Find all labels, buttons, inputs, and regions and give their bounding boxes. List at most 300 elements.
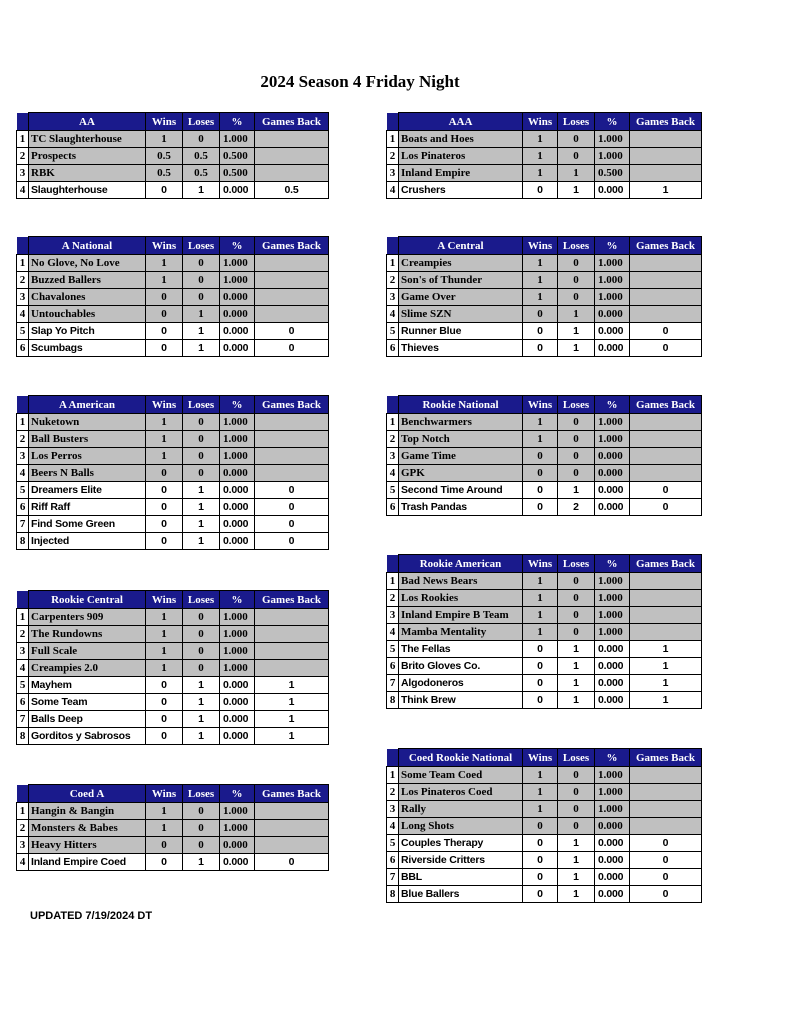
loses-cell: 1 [183, 482, 220, 499]
table-header-row [17, 237, 329, 255]
loses-cell: 1 [558, 886, 595, 903]
rank-cell: 7 [387, 869, 399, 886]
team-name-cell: Riverside Critters [399, 852, 523, 869]
pct-cell: 0.000 [595, 323, 630, 340]
team-name-cell: Inland Empire B Team [399, 607, 523, 624]
wins-cell: 0 [146, 182, 183, 199]
team-name-cell: Dreamers Elite [29, 482, 146, 499]
pct-cell: 0.000 [595, 448, 630, 465]
table-row [17, 820, 329, 837]
pct-cell: 1.000 [595, 801, 630, 818]
team-name-cell: Boats and Hoes [399, 131, 523, 148]
table-header-row [17, 785, 329, 803]
pct-cell: 1.000 [595, 414, 630, 431]
table-row [387, 852, 702, 869]
pct-cell: 0.500 [220, 165, 255, 182]
loses-cell: 0 [183, 820, 220, 837]
division-name-header: Coed A [29, 785, 146, 803]
pct-cell: 0.000 [220, 340, 255, 357]
wins-cell: 1 [523, 624, 558, 641]
games-back-cell [630, 431, 702, 448]
division-table-rookie-american [386, 554, 702, 709]
team-name-cell: Find Some Green [29, 516, 146, 533]
wins-cell: 0 [146, 854, 183, 871]
table-row [17, 448, 329, 465]
table-row [387, 767, 702, 784]
wins-cell: 1 [523, 767, 558, 784]
loses-cell: 0 [183, 289, 220, 306]
division-table-a-american [16, 395, 329, 550]
loses-cell: 1 [558, 323, 595, 340]
team-name-cell: Trash Pandas [399, 499, 523, 516]
team-name-cell: Algodoneros [399, 675, 523, 692]
table-row [17, 414, 329, 431]
games-back-cell: 1 [255, 694, 329, 711]
table-row [387, 289, 702, 306]
team-name-cell: Gorditos y Sabrosos [29, 728, 146, 745]
wins-cell: 0 [523, 641, 558, 658]
loses-cell: 0 [183, 272, 220, 289]
team-name-cell: Thieves [399, 340, 523, 357]
games-back-cell: 0 [630, 323, 702, 340]
loses-header: Loses [558, 396, 595, 414]
wins-cell: 0 [146, 340, 183, 357]
pct-cell: 1.000 [595, 131, 630, 148]
table-row [17, 148, 329, 165]
division-table-a-national [16, 236, 329, 357]
pct-cell: 0.000 [595, 692, 630, 709]
team-name-cell: Benchwarmers [399, 414, 523, 431]
rank-cell: 5 [387, 641, 399, 658]
team-name-cell: Long Shots [399, 818, 523, 835]
pct-cell: 0.000 [595, 499, 630, 516]
rank-cell: 4 [17, 660, 29, 677]
loses-cell: 0 [558, 448, 595, 465]
games-back-cell [630, 165, 702, 182]
rank-cell: 4 [17, 306, 29, 323]
table-row [17, 626, 329, 643]
team-name-cell: GPK [399, 465, 523, 482]
rank-cell: 3 [17, 448, 29, 465]
loses-cell: 0 [558, 465, 595, 482]
loses-cell: 0 [558, 784, 595, 801]
pct-cell: 1.000 [220, 626, 255, 643]
team-name-cell: Untouchables [29, 306, 146, 323]
table-row [387, 818, 702, 835]
team-name-cell: Scumbags [29, 340, 146, 357]
rank-cell: 3 [387, 448, 399, 465]
rank-cell: 1 [387, 131, 399, 148]
games-back-cell: 0 [630, 869, 702, 886]
division-name-header: A American [29, 396, 146, 414]
rank-cell: 4 [387, 465, 399, 482]
pct-cell: 1.000 [220, 803, 255, 820]
team-name-cell: Bad News Bears [399, 573, 523, 590]
loses-cell: 1 [183, 306, 220, 323]
rank-cell: 5 [17, 323, 29, 340]
wins-cell: 0 [146, 837, 183, 854]
wins-cell: 0.5 [146, 148, 183, 165]
games-back-cell [630, 590, 702, 607]
pct-cell: 1.000 [220, 660, 255, 677]
table-row [17, 272, 329, 289]
rank-cell: 2 [387, 148, 399, 165]
wins-cell: 0 [146, 465, 183, 482]
wins-header: Wins [146, 785, 183, 803]
wins-cell: 0 [523, 852, 558, 869]
loses-cell: 0 [183, 255, 220, 272]
team-name-cell: Inland Empire [399, 165, 523, 182]
rank-cell: 5 [387, 482, 399, 499]
pct-cell: 0.000 [220, 677, 255, 694]
games-back-cell: 1 [630, 675, 702, 692]
wins-cell: 1 [146, 255, 183, 272]
pct-header: % [220, 396, 255, 414]
pct-header: % [595, 113, 630, 131]
table-row [17, 306, 329, 323]
games-back-cell [630, 465, 702, 482]
rank-cell: 3 [17, 837, 29, 854]
table-row [387, 323, 702, 340]
pct-cell: 0.000 [595, 182, 630, 199]
table-row [17, 609, 329, 626]
rank-cell: 2 [17, 272, 29, 289]
wins-cell: 0 [146, 677, 183, 694]
wins-header: Wins [523, 749, 558, 767]
division-table-aaa [386, 112, 702, 199]
games-back-header: Games Back [255, 396, 329, 414]
pct-cell: 1.000 [220, 131, 255, 148]
team-name-cell: Brito Gloves Co. [399, 658, 523, 675]
team-name-cell: No Glove, No Love [29, 255, 146, 272]
wins-cell: 0 [146, 499, 183, 516]
rank-cell: 4 [387, 624, 399, 641]
rank-cell: 2 [387, 590, 399, 607]
wins-cell: 0 [146, 533, 183, 550]
team-name-cell: Some Team [29, 694, 146, 711]
pct-header: % [220, 785, 255, 803]
wins-header: Wins [146, 591, 183, 609]
games-back-cell: 0 [630, 852, 702, 869]
table-row [17, 803, 329, 820]
page-title: 2024 Season 4 Friday Night [260, 72, 460, 91]
table-row [17, 499, 329, 516]
table-row [387, 573, 702, 590]
wins-cell: 1 [146, 803, 183, 820]
pct-cell: 1.000 [595, 607, 630, 624]
team-name-cell: Mayhem [29, 677, 146, 694]
loses-cell: 2 [558, 499, 595, 516]
games-back-cell [630, 414, 702, 431]
table-row [17, 482, 329, 499]
wins-cell: 0 [523, 306, 558, 323]
table-row [387, 624, 702, 641]
wins-header: Wins [523, 237, 558, 255]
wins-cell: 0 [523, 340, 558, 357]
team-name-cell: Think Brew [399, 692, 523, 709]
pct-cell: 0.000 [595, 482, 630, 499]
wins-header: Wins [523, 396, 558, 414]
wins-header: Wins [146, 113, 183, 131]
table-header-row [17, 113, 329, 131]
wins-cell: 0 [146, 516, 183, 533]
team-name-cell: Injected [29, 533, 146, 550]
rank-cell: 8 [387, 692, 399, 709]
header-rank-cell [17, 237, 29, 255]
rank-cell: 8 [17, 533, 29, 550]
team-name-cell: TC Slaughterhouse [29, 131, 146, 148]
pct-cell: 0.500 [595, 165, 630, 182]
pct-cell: 0.000 [595, 852, 630, 869]
pct-cell: 0.000 [220, 694, 255, 711]
games-back-cell [255, 431, 329, 448]
team-name-cell: Slaughterhouse [29, 182, 146, 199]
wins-cell: 0 [523, 323, 558, 340]
wins-cell: 1 [523, 414, 558, 431]
games-back-cell [630, 148, 702, 165]
wins-cell: 1 [523, 131, 558, 148]
games-back-cell [255, 131, 329, 148]
table-row [387, 465, 702, 482]
table-header-row [17, 591, 329, 609]
games-back-cell [630, 624, 702, 641]
division-table-coed-a [16, 784, 329, 871]
pct-cell: 1.000 [220, 414, 255, 431]
team-name-cell: Game Time [399, 448, 523, 465]
games-back-cell [255, 289, 329, 306]
division-table-rookie-central [16, 590, 329, 745]
games-back-cell [255, 626, 329, 643]
wins-cell: 0 [523, 692, 558, 709]
games-back-cell: 1 [255, 677, 329, 694]
table-row [387, 482, 702, 499]
division-name-header: Rookie American [399, 555, 523, 573]
table-row [17, 711, 329, 728]
loses-cell: 1 [183, 340, 220, 357]
rank-cell: 6 [387, 658, 399, 675]
pct-cell: 1.000 [220, 255, 255, 272]
wins-cell: 0 [523, 869, 558, 886]
pct-cell: 1.000 [595, 590, 630, 607]
pct-cell: 1.000 [220, 272, 255, 289]
rank-cell: 1 [387, 767, 399, 784]
wins-cell: 1 [146, 820, 183, 837]
loses-cell: 1 [558, 340, 595, 357]
wins-cell: 1 [146, 660, 183, 677]
games-back-cell [630, 255, 702, 272]
games-back-cell [630, 573, 702, 590]
loses-cell: 1 [558, 675, 595, 692]
wins-cell: 1 [146, 626, 183, 643]
pct-cell: 1.000 [595, 289, 630, 306]
rank-cell: 8 [17, 728, 29, 745]
wins-cell: 1 [523, 801, 558, 818]
team-name-cell: Couples Therapy [399, 835, 523, 852]
games-back-cell [255, 165, 329, 182]
rank-cell: 4 [387, 818, 399, 835]
pct-header: % [595, 749, 630, 767]
wins-cell: 0 [523, 182, 558, 199]
division-table-coed-rookie-national [386, 748, 702, 903]
loses-cell: 0 [558, 607, 595, 624]
loses-cell: 1 [558, 869, 595, 886]
division-name-header: A Central [399, 237, 523, 255]
games-back-cell [630, 289, 702, 306]
table-row [387, 658, 702, 675]
pct-header: % [220, 591, 255, 609]
rank-cell: 2 [387, 431, 399, 448]
team-name-cell: Blue Ballers [399, 886, 523, 903]
games-back-cell [255, 306, 329, 323]
loses-cell: 0 [558, 431, 595, 448]
header-rank-cell [387, 396, 399, 414]
loses-cell: 0 [183, 660, 220, 677]
games-back-header: Games Back [630, 396, 702, 414]
rank-cell: 6 [17, 694, 29, 711]
pct-cell: 0.000 [220, 323, 255, 340]
wins-cell: 0 [146, 289, 183, 306]
table-row [387, 801, 702, 818]
wins-cell: 1 [523, 289, 558, 306]
rank-cell: 4 [17, 182, 29, 199]
pct-cell: 1.000 [220, 820, 255, 837]
loses-cell: 1 [183, 728, 220, 745]
loses-cell: 0 [558, 818, 595, 835]
wins-cell: 1 [146, 414, 183, 431]
division-table-aa [16, 112, 329, 199]
team-name-cell: Los Rookies [399, 590, 523, 607]
loses-cell: 0 [183, 626, 220, 643]
pct-header: % [220, 113, 255, 131]
rank-cell: 5 [17, 482, 29, 499]
games-back-cell: 0 [630, 499, 702, 516]
table-row [17, 289, 329, 306]
games-back-header: Games Back [255, 113, 329, 131]
header-rank-cell [17, 396, 29, 414]
games-back-cell: 0 [255, 533, 329, 550]
team-name-cell: Creampies 2.0 [29, 660, 146, 677]
wins-header: Wins [146, 237, 183, 255]
pct-cell: 1.000 [595, 272, 630, 289]
table-header-row [387, 396, 702, 414]
table-row [387, 448, 702, 465]
games-back-cell [255, 272, 329, 289]
pct-cell: 1.000 [595, 148, 630, 165]
pct-cell: 1.000 [595, 573, 630, 590]
division-name-header: Coed Rookie National [399, 749, 523, 767]
pct-cell: 1.000 [595, 255, 630, 272]
wins-cell: 0 [523, 465, 558, 482]
wins-cell: 1 [523, 148, 558, 165]
games-back-cell [255, 148, 329, 165]
games-back-cell: 0 [255, 482, 329, 499]
team-name-cell: Game Over [399, 289, 523, 306]
wins-cell: 1 [523, 784, 558, 801]
table-row [387, 499, 702, 516]
loses-cell: 0 [183, 431, 220, 448]
games-back-cell [630, 784, 702, 801]
rank-cell: 1 [17, 255, 29, 272]
wins-cell: 0 [523, 818, 558, 835]
pct-cell: 0.000 [595, 641, 630, 658]
division-name-header: Rookie Central [29, 591, 146, 609]
team-name-cell: The Fellas [399, 641, 523, 658]
loses-header: Loses [183, 396, 220, 414]
loses-cell: 0 [183, 448, 220, 465]
team-name-cell: Los Perros [29, 448, 146, 465]
games-back-header: Games Back [630, 237, 702, 255]
games-back-cell: 0 [255, 854, 329, 871]
table-row [387, 272, 702, 289]
wins-cell: 0.5 [146, 165, 183, 182]
rank-cell: 6 [387, 340, 399, 357]
division-table-rookie-national [386, 395, 702, 516]
division-name-header: Rookie National [399, 396, 523, 414]
team-name-cell: Full Scale [29, 643, 146, 660]
loses-cell: 1 [558, 165, 595, 182]
team-name-cell: Beers N Balls [29, 465, 146, 482]
loses-cell: 1 [558, 482, 595, 499]
table-row [17, 165, 329, 182]
table-row [17, 516, 329, 533]
team-name-cell: Crushers [399, 182, 523, 199]
header-rank-cell [17, 591, 29, 609]
rank-cell: 2 [17, 148, 29, 165]
loses-header: Loses [183, 785, 220, 803]
table-row [17, 131, 329, 148]
pct-cell: 1.000 [595, 784, 630, 801]
loses-cell: 1 [183, 182, 220, 199]
games-back-cell [255, 820, 329, 837]
games-back-cell: 0 [255, 340, 329, 357]
table-row [387, 131, 702, 148]
table-row [387, 255, 702, 272]
team-name-cell: Los Pinateros [399, 148, 523, 165]
pct-cell: 0.000 [220, 854, 255, 871]
pct-cell: 0.000 [220, 533, 255, 550]
header-rank-cell [17, 113, 29, 131]
games-back-cell [630, 306, 702, 323]
pct-cell: 0.000 [220, 837, 255, 854]
table-row [387, 784, 702, 801]
games-back-cell: 0 [630, 886, 702, 903]
pct-cell: 1.000 [220, 609, 255, 626]
wins-header: Wins [523, 555, 558, 573]
wins-cell: 0 [523, 482, 558, 499]
table-row [387, 414, 702, 431]
wins-cell: 0 [146, 306, 183, 323]
wins-cell: 1 [146, 609, 183, 626]
games-back-header: Games Back [255, 591, 329, 609]
wins-cell: 0 [523, 675, 558, 692]
loses-header: Loses [558, 555, 595, 573]
team-name-cell: Slime SZN [399, 306, 523, 323]
loses-header: Loses [183, 237, 220, 255]
games-back-cell [630, 131, 702, 148]
loses-cell: 1 [183, 711, 220, 728]
loses-cell: 1 [183, 323, 220, 340]
team-name-cell: Top Notch [399, 431, 523, 448]
table-row [387, 165, 702, 182]
team-name-cell: Son's of Thunder [399, 272, 523, 289]
games-back-cell [630, 801, 702, 818]
loses-cell: 0 [183, 414, 220, 431]
rank-cell: 3 [17, 165, 29, 182]
header-rank-cell [17, 785, 29, 803]
loses-cell: 0 [558, 272, 595, 289]
wins-cell: 1 [523, 255, 558, 272]
pct-cell: 0.000 [220, 482, 255, 499]
